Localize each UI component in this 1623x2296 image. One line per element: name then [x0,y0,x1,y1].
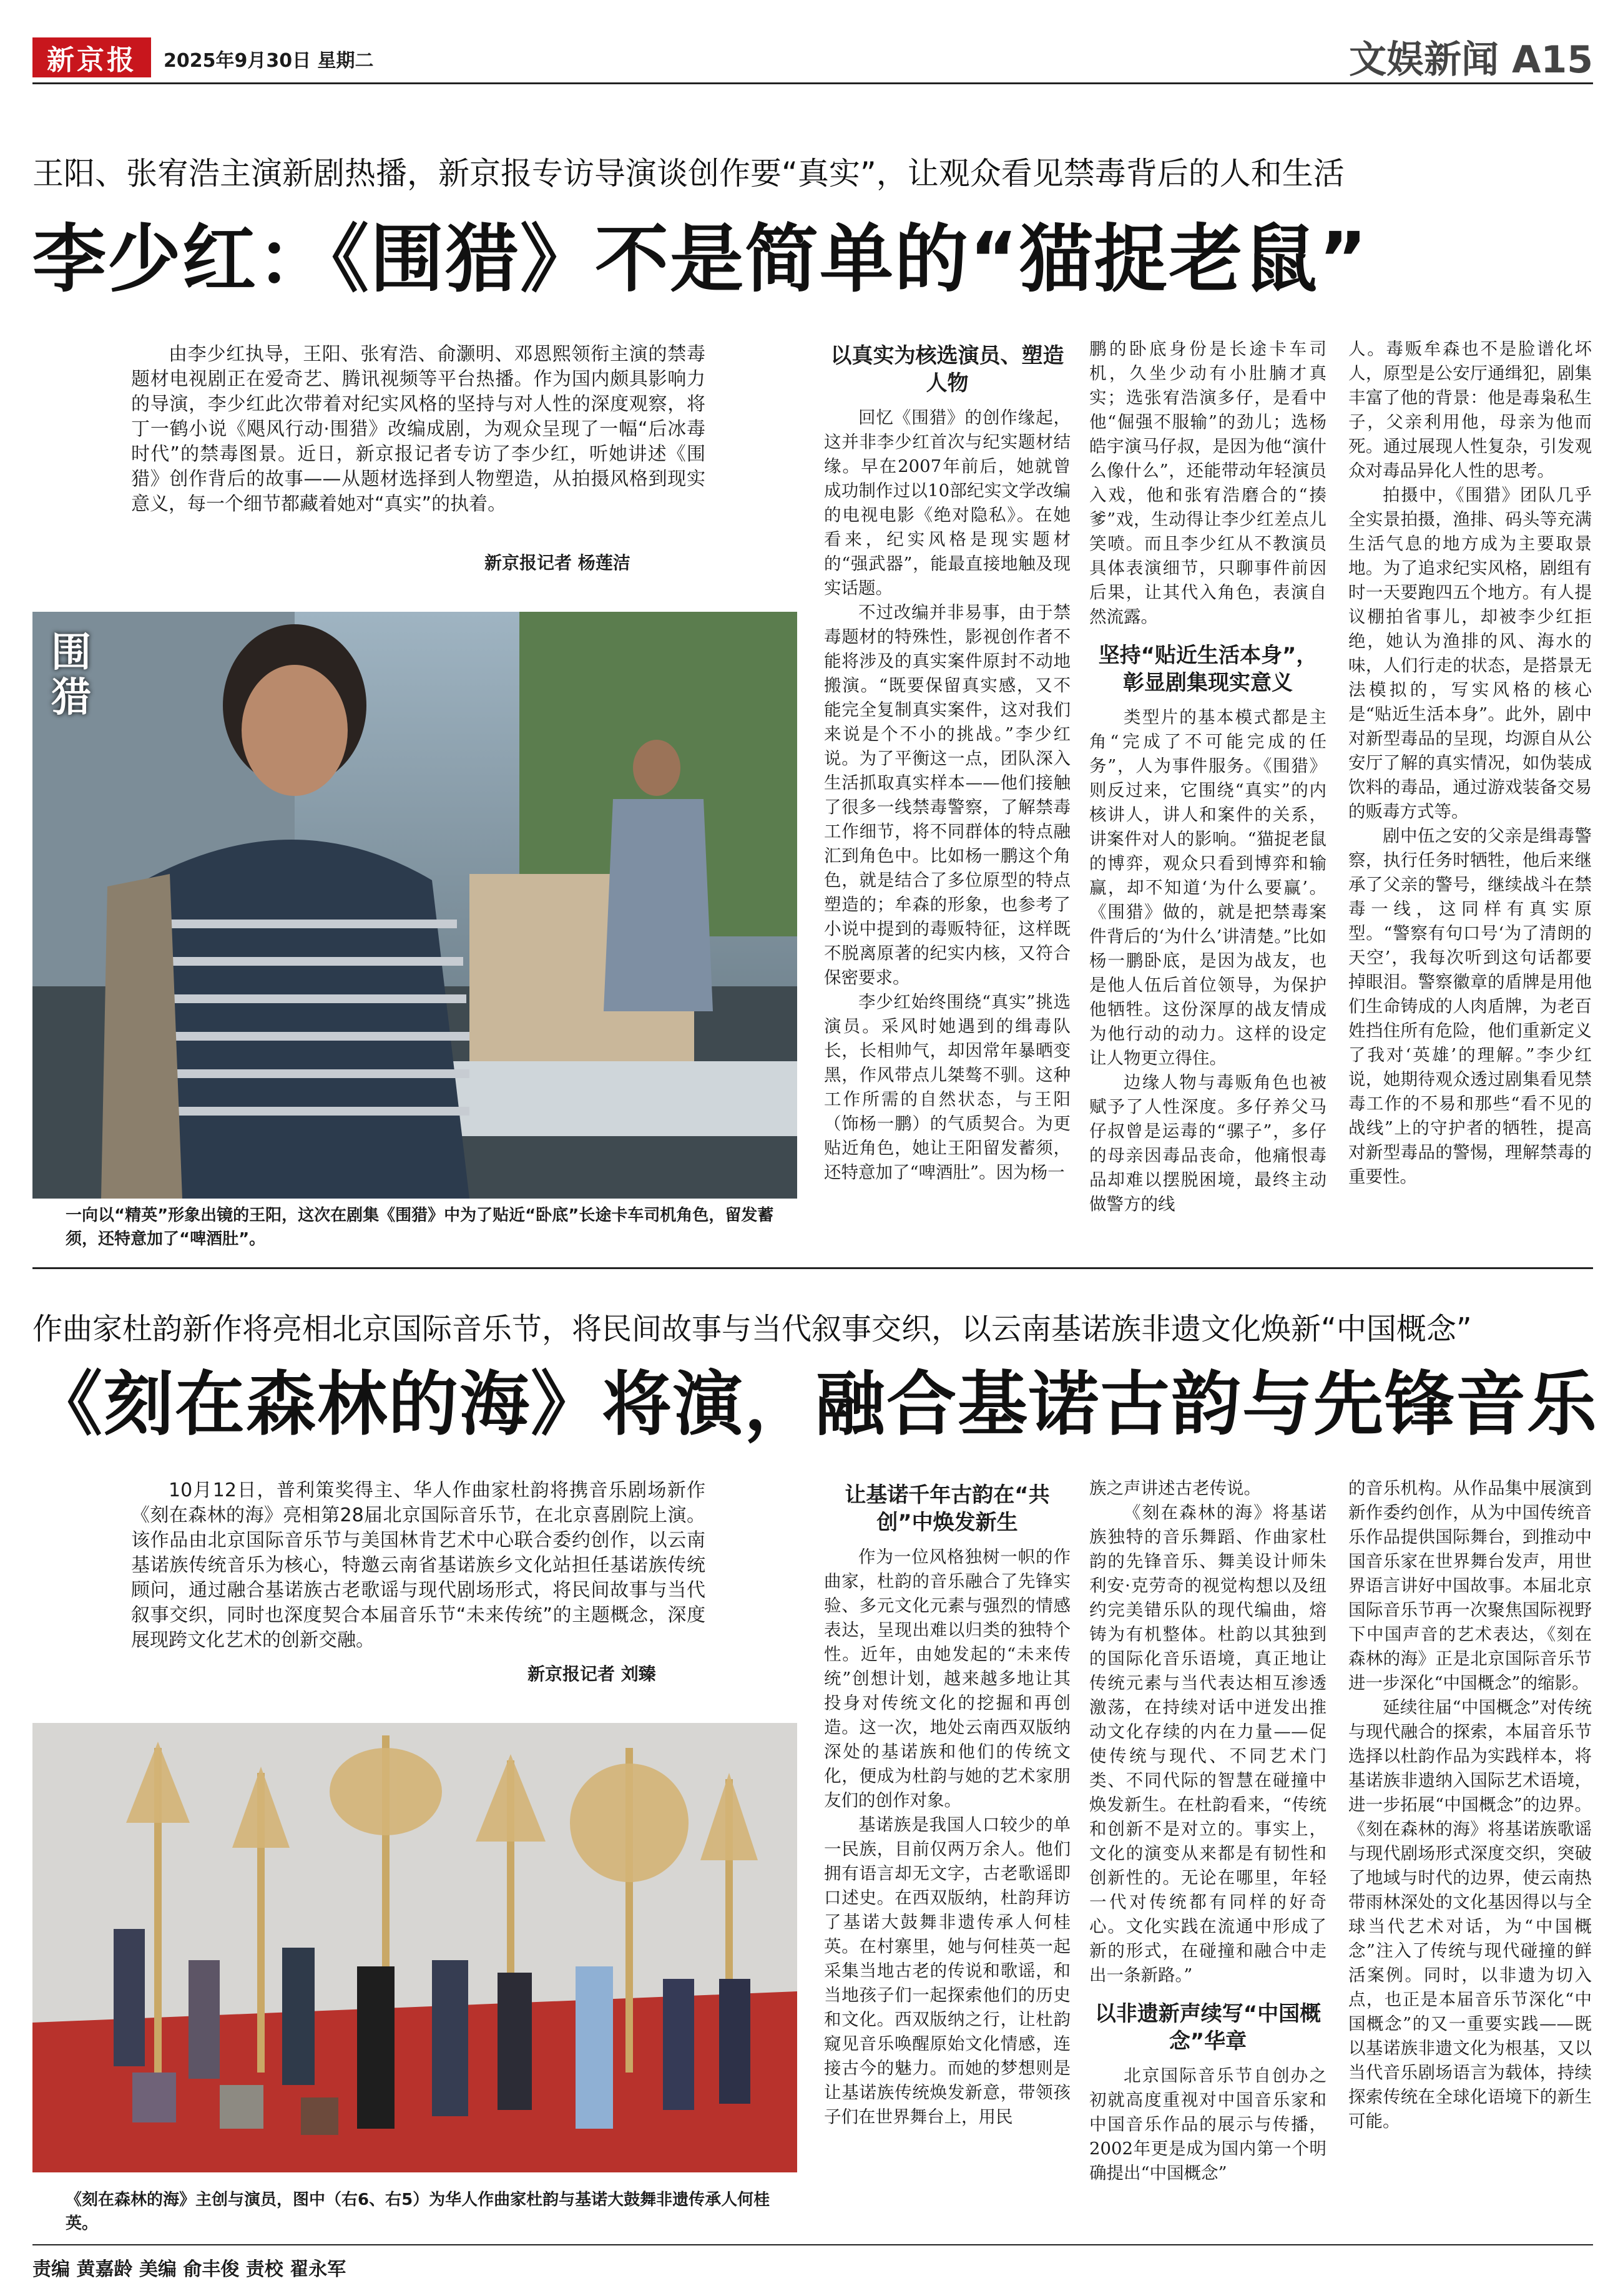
newspaper-logo: 新京报 [32,37,151,77]
footer-rule [32,2244,1593,2245]
article2-photo-caption: 《刻在森林的海》主创与演员，图中（右6、右5）为华人作曲家杜韵与基诺大鼓舞非遗传承人何桂英。 [66,2191,770,2233]
drama-title-overlay: 围猎 [51,630,91,721]
page-section: 文娱新闻 A15 [1349,38,1593,82]
article1-photo [32,612,797,1199]
article1-paragraph: 李少红始终围绕“真实”挑选演员。采风时她遇到的缉毒队长，长相帅气，却因常年暴晒变黑，作风带点儿桀骜不驯。这种工作所需的自然状态，与王阳（饰杨一鹏）的气质契合。为更贴近角色，她让王阳留发蓄须，还特意加了“啤酒肚”。因为杨一 [824,992,1071,1182]
article1-subheading-2: 坚持“贴近生活本身”，彰显剧集现实意义 [1098,643,1318,695]
article1-column-3 [1348,337,1592,1255]
article2-paragraph: 《刻在森林的海》将基诺族独特的音乐舞蹈、作曲家杜韵的先锋音乐、舞美设计师朱利安·克劳奇的视觉构想以及纽约完美错乐队的现代编曲，熔铸为有机整体。杜韵以其独到的国际化音乐语境，真正地让传统元素与当代表达相互渗透激荡，在持续对话中迸发出推动文化存续的内在力量——促使传统与现代、不同艺术门类、不同代际的智慧在碰撞中焕发新生。在杜韵看来，“传统和创新不是对立的。事实上，文化的演变从来都是有韧性和创新性的。无论在哪里，年轻一代对传统都有同样的好奇心。文化实践在流通中形成了新的形式，在碰撞和融合中走出一条新路。” [1089,1503,1326,1985]
article1-paragraph: 鹏的卧底身份是长途卡车司机，久坐少动有小肚腩才真实；选张宥浩演多仔，是看中他“倔强不服输”的劲儿；选杨皓宇演马仔叔，是因为他“演什么像什么”，还能带动年轻演员入戏，他和张宥浩磨合的“揍爹”戏，生动得让李少红差点儿笑喷。而且李少红从不教演员具体表演细节，只聊事件前因后果，让其代入角色，表演自然流露。 [1089,339,1326,627]
article1-byline: 新京报记者 杨莲洁 [484,552,630,573]
article1-headline: 李少红：《围猎》不是简单的“猫捉老鼠” [32,216,1369,302]
article1-paragraph: 不过改编并非易事，由于禁毒题材的特殊性，影视创作者不能将涉及的真实案件原封不动地搬演。“既要保留真实感，又不能完全复制真实案件，这对我们来说是个不小的挑战。”李少红说。为了平衡这一点，团队深入生活抓取真实样本——他们接触了很多一线禁毒警察，了解禁毒工作细节，将不同群体的特点融汇到角色中。比如杨一鹏这个角色，就是结合了多位原型的特点塑造的；牟森的形象，也参考了小说中提到的毒贩特征，这样既不脱离原著的纪实内核，又符合保密要求。 [824,602,1071,988]
article1-subheading-1: 以真实为核选演员、塑造人物 [830,343,1064,396]
article1-paragraph: 类型片的基本模式都是主角“完成了不可能完成的任务”，人为事件服务。《围猎》则反过来，它围绕“真实”的内核讲人，讲人和案件的关系，讲案件对人的影响。“猫捉老鼠的博弈，观众只看到博弈和输赢，却不知道‘为什么要赢’。《围猎》做的，就是把禁毒案件背后的‘为什么’讲清楚。”比如杨一鹏卧底，是因为战友，也是他人伍后首位领导，为保护他牺牲。这份深厚的战友情成为他行动的动力。这样的设定让人物更立得住。 [1089,707,1326,1068]
article2-paragraph: 基诺族是我国人口较少的单一民族，目前仅两万余人。他们拥有语言却无文字，古老歌谣即口述史。在西双版纳，杜韵拜访了基诺大鼓舞非遗传承人何桂英。在村寨里，她与何桂英一起采集当地古老的传说和歌谣，和当地孩子们一起探索他们的历史和文化。西双版纳之行，让杜韵窥见音乐唤醒原始文化情感，连接古今的魅力。而她的梦想则是让基诺族传统焕发新意，带领孩子们在世界舞台上，用民 [824,1815,1071,2127]
performers-group-photo-illustration [32,1723,797,2172]
masthead-rule [32,82,1593,84]
article1-lead: 由李少红执导，王阳、张宥浩、俞灏明、邓恩熙领衔主演的禁毒题材电视剧正在爱奇艺、腾讯视频等平台热播。作为国内颇具影响力的导演，李少红此次带着对纪实风格的坚持与对人性的深度观察，将丁一鹤小说《飓风行动·围猎》改编成剧，为观众呈现了一幅“后冰毒时代”的禁毒图景。近日，新京报记者专访了李少红，听她讲述《围猎》创作背后的故事——从题材选择到人物塑造，从拍摄风格到现实意义，每一个细节都藏着她对“真实”的执着。 [131,343,705,515]
article2-column-1 [824,1476,1071,2232]
article1-kicker: 王阳、张宥浩主演新剧热播，新京报专访导演谈创作要“真实”，让观众看见禁毒背后的人和生活 [32,155,1345,192]
article2-subheading-2: 以非遗新声续写“中国概念”华章 [1094,2001,1321,2054]
article1-column-1 [824,337,1071,1255]
article1-paragraph: 边缘人物与毒贩角色也被赋予了人性深度。多仔养父马仔叔曾是运毒的“骡子”，多仔的母亲因毒品丧命，他痛恨毒品却难以摆脱困境，最终主动做警方的线 [1089,1072,1326,1214]
editor-credits: 责编 黄嘉龄 美编 俞丰俊 责校 翟永军 [32,2259,346,2280]
issue-date: 2025年9月30日 星期二 [164,50,374,72]
article2-paragraph: 作为一位风格独树一帜的作曲家，杜韵的音乐融合了先锋实验、多元文化元素与强烈的情感表达，呈现出难以归类的独特个性。近年，由她发起的“未来传统”创想计划，越来越多地让其投身对传统文化的挖掘和再创造。这一次，地处云南西双版纳深处的基诺族和他们的传统文化，便成为杜韵与她的艺术家朋友们的创作对象。 [824,1547,1071,1810]
article1-photo-caption: 一向以“精英”形象出镜的王阳，这次在剧集《围猎》中为了贴近“卧底”长途卡车司机角色，留发蓄须，还特意加了“啤酒肚”。 [66,1206,774,1249]
article1-paragraph: 剧中伍之安的父亲是缉毒警察，执行任务时牺牲，他后来继承了父亲的警号，继续战斗在禁毒一线，这同样有真实原型。“警察有句口号‘为了清朗的天空’，我每次听到这句话都要掉眼泪。警察徽章的盾牌是用他们生命铸成的人肉盾牌，为老百姓挡住所有危险，他们重新定义了我对‘英雄’的理解。”李少红说，她期待观众透过剧集看见禁毒工作的不易和那些“看不见的战线”上的守护者的牺牲，提高对新型毒品的警惕，理解禁毒的重要性。 [1348,826,1592,1187]
article2-kicker: 作曲家杜韵新作将亮相北京国际音乐节，将民间故事与当代叙事交织，以云南基诺族非遗文化焕新“中国概念” [32,1312,1472,1347]
article2-lead: 10月12日，普利策奖得主、华人作曲家杜韵将携音乐剧场新作《刻在森林的海》亮相第28届北京国际音乐节，在北京喜剧院上演。该作品由北京国际音乐节与美国林肯艺术中心联合委约创作，以云南基诺族传统音乐为核心，特邀云南省基诺族乡文化站担任基诺族传统顾问，通过融合基诺族古老歌谣与现代剧场形式，将民间故事与当代叙事交织，同时也深度契合本届音乐节“未来传统”的主题概念，深度展现跨文化艺术的创新交融。 [131,1479,705,1651]
article1-column-2 [1089,337,1326,1255]
truck-driver-photo-illustration [32,612,797,1199]
article2-column-2 [1089,1476,1326,2232]
article2-paragraph: 延续往届“中国概念”对传统与现代融合的探索，本届音乐节选择以杜韵作品为实践样本，将基诺族非遗纳入国际艺术语境，进一步拓展“中国概念”的边界。《刻在森林的海》将基诺族歌谣与现代剧场形式深度交织，突破了地域与时代的边界，使云南热带雨林深处的文化基因得以与全球当代艺术对话，为“中国概念”注入了传统与现代碰撞的鲜活案例。同时，以非遗为切入点，也正是本届音乐节深化“中国概念”的又一重要实践——既以基诺族非遗文化为根基，又以当代音乐剧场语言为载体，持续探索传统在全球化语境下的新生可能。 [1348,1697,1592,2131]
article2-byline: 新京报记者 刘臻 [527,1664,656,1684]
article1-paragraph: 人。毒贩牟森也不是脸谱化坏人，原型是公安厅通缉犯，剧集丰富了他的背景：他是毒枭私生子，父亲利用他，母亲为他而死。通过展现人性复杂，引发观众对毒品异化人性的思考。 [1348,339,1592,481]
article2-photo [32,1723,797,2172]
article1-paragraph: 回忆《围猎》的创作缘起，这并非李少红首次与纪实题材结缘。早在2007年前后，她就曾成功制作过以10部纪实文学改编的电视电影《绝对隐私》。在她看来，纪实风格是现实题材的“强武器”，能最直接地触及现实话题。 [824,408,1071,598]
article2-paragraph: 北京国际音乐节自创办之初就高度重视对中国音乐家和中国音乐作品的展示与传播，2002年更是成为国内第一个明确提出“中国概念” [1089,2066,1326,2183]
article2-subheading-1: 让基诺千年古韵在“共创”中焕发新生 [845,1483,1050,1535]
article2-paragraph: 族之声讲述古老传说。 [1089,1478,1261,1498]
article-separator-rule [32,1267,1593,1269]
article2-paragraph: 的音乐机构。从作品集中展演到新作委约创作，从为中国传统音乐作品提供国际舞台，到推动中国音乐家在世界舞台发声，用世界语言讲好中国故事。本届北京国际音乐节再一次聚焦国际视野下中国声音的艺术表达，《刻在森林的海》正是北京国际音乐节进一步深化“中国概念”的缩影。 [1348,1478,1592,1693]
article2-headline: 《刻在森林的海》将演，融合基诺古韵与先锋音乐 [32,1364,1598,1445]
article1-paragraph: 拍摄中，《围猎》团队几乎全实景拍摄，渔排、码头等充满生活气息的地方成为主要取景地。为了追求纪实风格，剧组有时一天要跑四五个地方。有人提议棚拍省事儿，却被李少红拒绝，她认为渔排的风、海水的味，人们行走的状态，是搭景无法模拟的，写实风格的核心是“贴近生活本身”。此外，剧中对新型毒品的呈现，均源自从公安厅了解的真实情况，如伪装成饮料的毒品，通过游戏装备交易的贩毒方式等。 [1348,485,1592,822]
article2-column-3 [1348,1476,1592,2232]
